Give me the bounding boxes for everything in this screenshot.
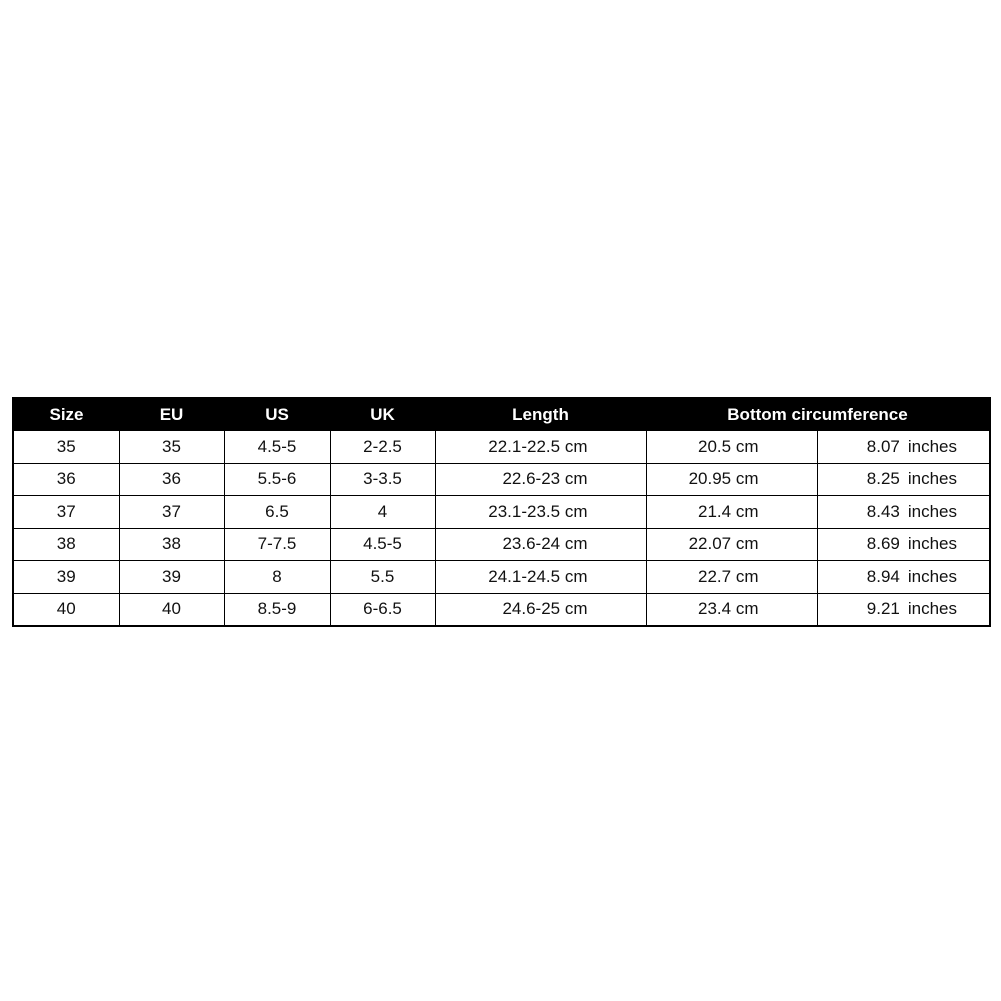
size-cell: 36 xyxy=(13,463,119,496)
eu-cell: 35 xyxy=(119,431,224,464)
table-body xyxy=(13,431,990,627)
circumference-inches-cell xyxy=(817,593,990,626)
circumference-cm-cell: 22.07 cm xyxy=(646,528,817,561)
length-cell: 24.1-24.5 cm xyxy=(435,561,646,594)
inches-unit: inches xyxy=(907,469,957,489)
table-row xyxy=(13,431,990,464)
size-cell: 37 xyxy=(13,496,119,529)
circumference-cm-cell: 20.95 cm xyxy=(646,463,817,496)
uk-cell: 4.5-5 xyxy=(330,528,435,561)
inches-unit: inches xyxy=(907,534,957,554)
us-cell: 6.5 xyxy=(224,496,330,529)
us-cell: 8 xyxy=(224,561,330,594)
table-row xyxy=(13,593,990,626)
eu-cell: 39 xyxy=(119,561,224,594)
length-cell: 24.6-25 cm xyxy=(435,593,646,626)
header-eu: EU xyxy=(119,398,224,431)
size-cell: 40 xyxy=(13,593,119,626)
inches-value: 9.21 xyxy=(866,599,900,619)
size-cell: 39 xyxy=(13,561,119,594)
us-cell: 5.5-6 xyxy=(224,463,330,496)
us-cell: 4.5-5 xyxy=(224,431,330,464)
length-cell: 22.6-23 cm xyxy=(435,463,646,496)
table-row xyxy=(13,496,990,529)
circumference-inches-cell xyxy=(817,496,990,529)
size-chart-table xyxy=(12,397,991,627)
uk-cell: 2-2.5 xyxy=(330,431,435,464)
header-bottom-circumference: Bottom circumference xyxy=(646,398,990,431)
us-cell: 7-7.5 xyxy=(224,528,330,561)
table-row xyxy=(13,561,990,594)
eu-cell: 37 xyxy=(119,496,224,529)
header-size: Size xyxy=(13,398,119,431)
inches-value: 8.94 xyxy=(866,566,900,586)
inches-value: 8.07 xyxy=(866,436,900,456)
circumference-inches-cell xyxy=(817,431,990,464)
header-length: Length xyxy=(435,398,646,431)
uk-cell: 3-3.5 xyxy=(330,463,435,496)
header-uk: UK xyxy=(330,398,435,431)
length-cell: 23.1-23.5 cm xyxy=(435,496,646,529)
circumference-inches-cell xyxy=(817,561,990,594)
size-cell: 38 xyxy=(13,528,119,561)
length-cell: 22.1-22.5 cm xyxy=(435,431,646,464)
header-row xyxy=(13,398,990,431)
length-cell: 23.6-24 cm xyxy=(435,528,646,561)
inches-value: 8.25 xyxy=(866,469,900,489)
circumference-cm-cell: 23.4 cm xyxy=(646,593,817,626)
circumference-inches-cell xyxy=(817,528,990,561)
inches-unit: inches xyxy=(907,599,957,619)
eu-cell: 36 xyxy=(119,463,224,496)
circumference-cm-cell: 21.4 cm xyxy=(646,496,817,529)
size-cell: 35 xyxy=(13,431,119,464)
table-row xyxy=(13,463,990,496)
uk-cell: 6-6.5 xyxy=(330,593,435,626)
circumference-inches-cell xyxy=(817,463,990,496)
uk-cell: 4 xyxy=(330,496,435,529)
inches-value: 8.43 xyxy=(866,501,900,521)
eu-cell: 40 xyxy=(119,593,224,626)
eu-cell: 38 xyxy=(119,528,224,561)
inches-value: 8.69 xyxy=(866,534,900,554)
us-cell: 8.5-9 xyxy=(224,593,330,626)
table-header xyxy=(13,398,990,431)
table-row xyxy=(13,528,990,561)
uk-cell: 5.5 xyxy=(330,561,435,594)
inches-unit: inches xyxy=(907,566,957,586)
header-us: US xyxy=(224,398,330,431)
inches-unit: inches xyxy=(907,501,957,521)
circumference-cm-cell: 22.7 cm xyxy=(646,561,817,594)
circumference-cm-cell: 20.5 cm xyxy=(646,431,817,464)
inches-unit: inches xyxy=(907,436,957,456)
